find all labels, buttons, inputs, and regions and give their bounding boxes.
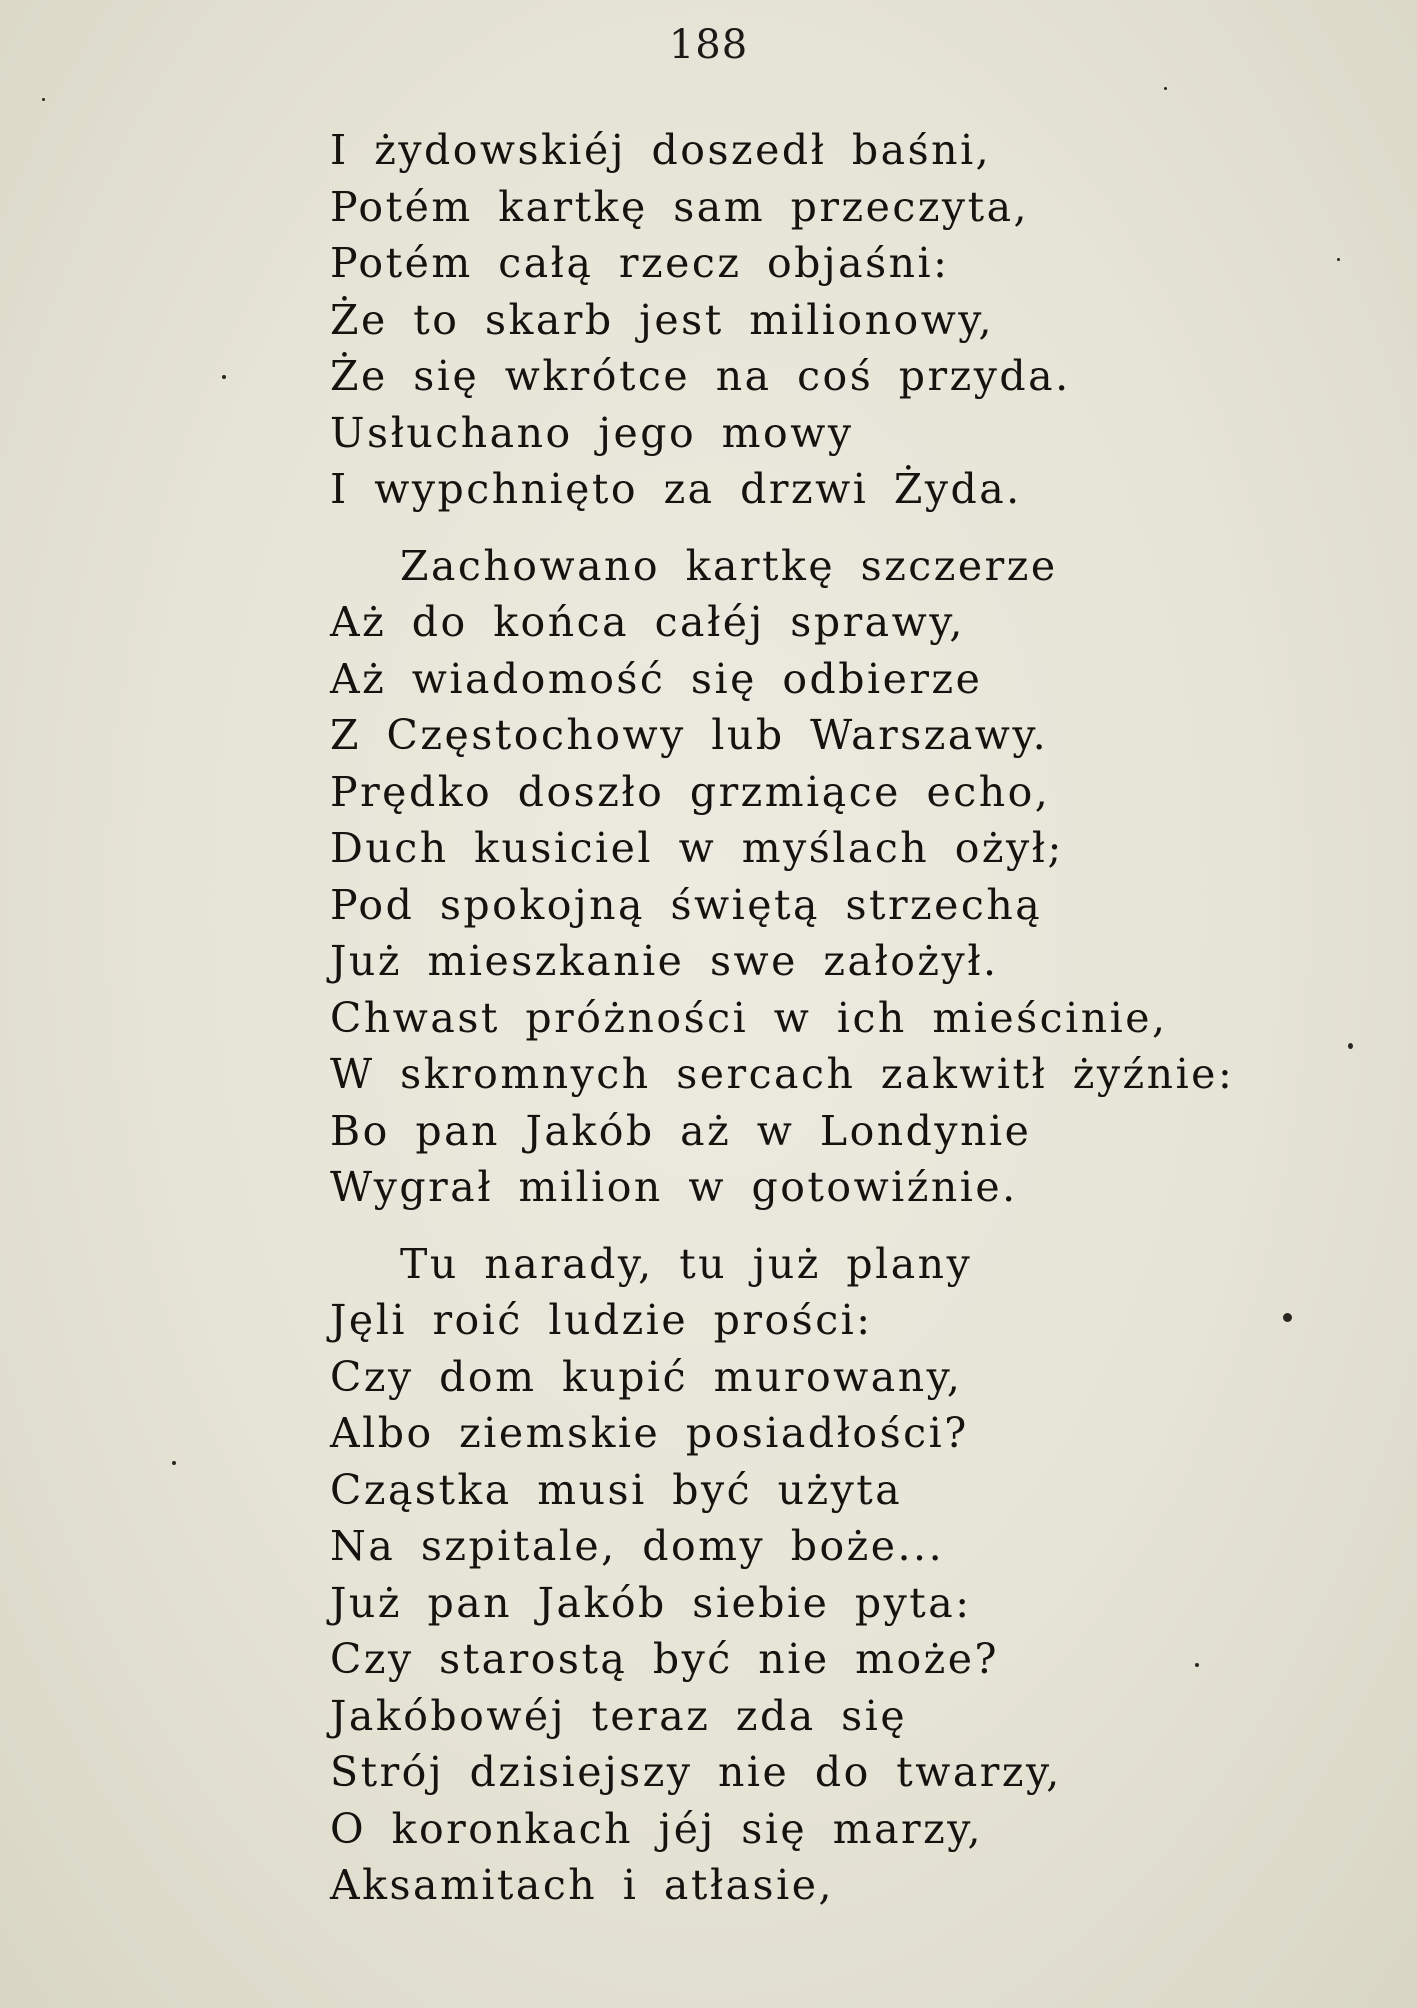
paper-speck — [1195, 1663, 1199, 1667]
stanza-2 — [330, 538, 1330, 1216]
poem-line: I żydowskiéj doszedł baśni, — [330, 126, 992, 174]
poem-line: Chwast próżności w ich mieścinie, — [330, 993, 1168, 1042]
poem-line: Że się wkrótce na coś przyda. — [330, 352, 1071, 400]
page-number: 188 — [668, 22, 749, 68]
poem-line: Jakóbowéj teraz zda się — [330, 1691, 908, 1740]
paper-speck — [1283, 1313, 1292, 1322]
poem-line: Że to skarb jest milionowy, — [330, 295, 995, 344]
poem-line: Bo pan Jakób aż w Londynie — [330, 1106, 1032, 1155]
poem-line: W skromnych sercach zakwitł żyźnie: — [330, 1050, 1235, 1098]
stanza-3 — [330, 1236, 1330, 1914]
poem-line: Aż wiadomość się odbierze — [330, 654, 983, 703]
poem-line: Jęli roić ludzie prości: — [330, 1296, 873, 1344]
poem-line: Tu narady, tu już plany — [400, 1239, 973, 1288]
paper-speck — [42, 98, 45, 101]
poem-line: O koronkach jéj się marzy, — [330, 1804, 983, 1853]
poem-line: Czy dom kupić murowany, — [330, 1352, 963, 1401]
stanza-gap — [330, 1216, 1330, 1236]
poem-text — [330, 122, 1330, 1914]
poem-line: Strój dzisiejszy nie do twarzy, — [330, 1748, 1062, 1796]
poem-line: Usłuchano jego mowy — [330, 408, 854, 457]
stanza-gap — [330, 518, 1330, 538]
poem-line: I wypchnięto za drzwi Żyda. — [330, 465, 1022, 513]
poem-line: Aż do końca całéj sprawy, — [330, 598, 965, 646]
stanza-1 — [330, 122, 1330, 518]
poem-line: Prędko doszło grzmiące echo, — [330, 767, 1051, 816]
poem-line: Już pan Jakób siebie pyta: — [330, 1578, 972, 1627]
poem-line: Na szpitale, domy boże... — [330, 1522, 945, 1570]
poem-line: Potém kartkę sam przeczyta, — [330, 182, 1030, 231]
poem-line: Z Częstochowy lub Warszawy. — [330, 711, 1049, 759]
poem-line: Potém całą rzecz objaśni: — [330, 239, 950, 287]
paper-speck — [1337, 258, 1340, 261]
poem-line: Albo ziemskie posiadłości? — [330, 1409, 969, 1457]
poem-line: Pod spokojną świętą strzechą — [330, 880, 1043, 929]
poem-line: Wygrał milion w gotowiźnie. — [330, 1163, 1018, 1211]
poem-line: Już mieszkanie swe założył. — [330, 937, 999, 985]
poem-line: Duch kusiciel w myślach ożył; — [330, 824, 1064, 872]
paper-speck — [1348, 1043, 1353, 1049]
paper-speck — [222, 375, 226, 379]
poem-line: Czy starostą być nie może? — [330, 1635, 1000, 1683]
poem-line: Cząstka musi być użyta — [330, 1465, 903, 1514]
poem-line: Zachowano kartkę szczerze — [400, 541, 1058, 590]
poem-line: Aksamitach i atłasie, — [330, 1861, 835, 1909]
paper-speck — [1164, 87, 1167, 90]
paper-speck — [172, 1461, 176, 1465]
